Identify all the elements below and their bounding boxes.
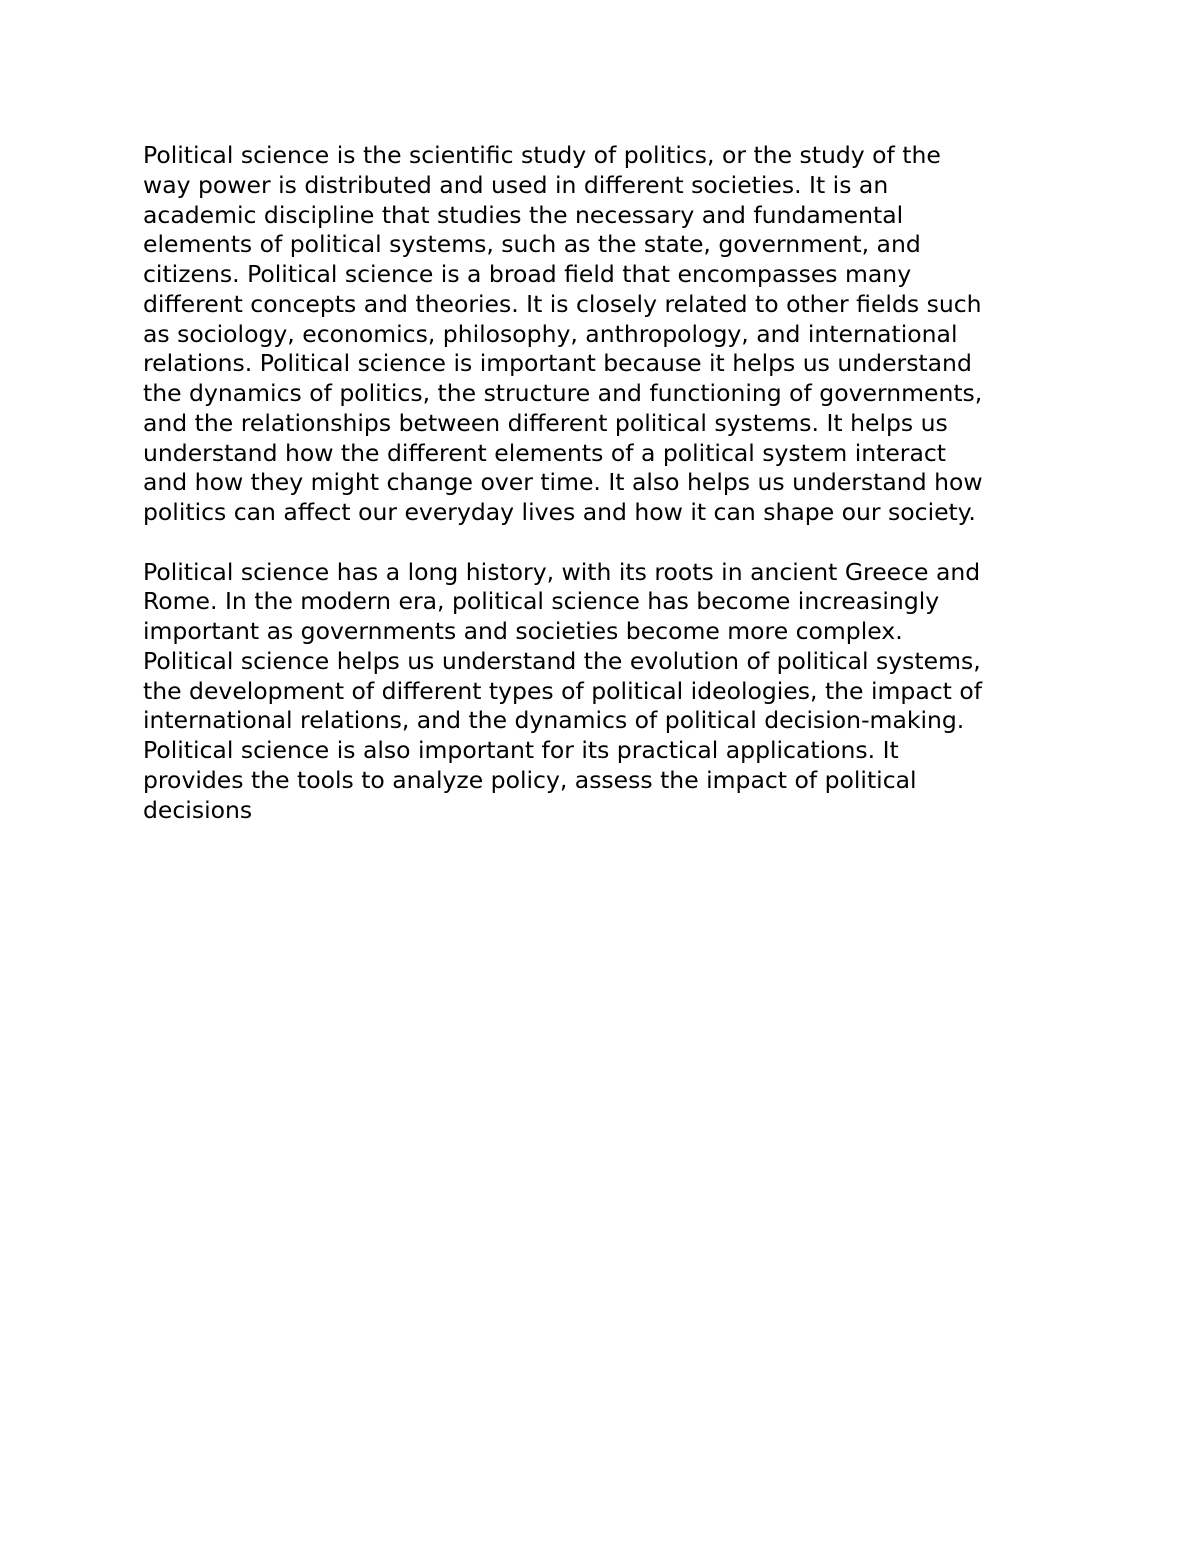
document-body: [143, 141, 1073, 825]
text-line: understand how the different elements of a political system interact: [143, 438, 946, 467]
text-line: as sociology, economics, philosophy, anthropology, and international: [143, 319, 958, 348]
text-line: Political science is also important for its practical applications. It: [143, 736, 899, 764]
text-line: the development of different types of political ideologies, the impact of: [143, 676, 982, 705]
text-line: Political science has a long history, with its roots in ancient Greece and: [143, 557, 981, 586]
text-line: citizens. Political science is a broad field that encompasses many: [143, 260, 912, 288]
text-line: decisions: [143, 795, 253, 824]
paragraph-1: [143, 141, 1073, 528]
text-line: Rome. In the modern era, political science has become increasingly: [143, 587, 940, 616]
text-line: way power is distributed and used in different societies. It is an: [143, 170, 889, 199]
text-line: academic discipline that studies the necessary and fundamental: [143, 200, 904, 229]
text-line: important as governments and societies become more complex.: [143, 617, 903, 645]
text-line: provides the tools to analyze policy, assess the impact of political: [143, 765, 917, 794]
text-line: different concepts and theories. It is closely related to other fields such: [143, 289, 982, 318]
text-line: Political science is the scientific study of politics, or the study of the: [143, 141, 941, 169]
text-line: Political science helps us understand the evolution of political systems,: [143, 646, 981, 675]
text-line: politics can affect our everyday lives and how it can shape our society.: [143, 498, 976, 526]
text-line: and how they might change over time. It also helps us understand how: [143, 468, 983, 497]
text-line: and the relationships between different political systems. It helps us: [143, 408, 948, 437]
text-line: the dynamics of politics, the structure and functioning of governments,: [143, 379, 983, 407]
text-line: international relations, and the dynamics of political decision-making.: [143, 706, 965, 735]
text-line: relations. Political science is important because it helps us understand: [143, 349, 972, 378]
text-line: elements of political systems, such as the state, government, and: [143, 230, 921, 259]
paragraph-2: [143, 558, 1073, 826]
